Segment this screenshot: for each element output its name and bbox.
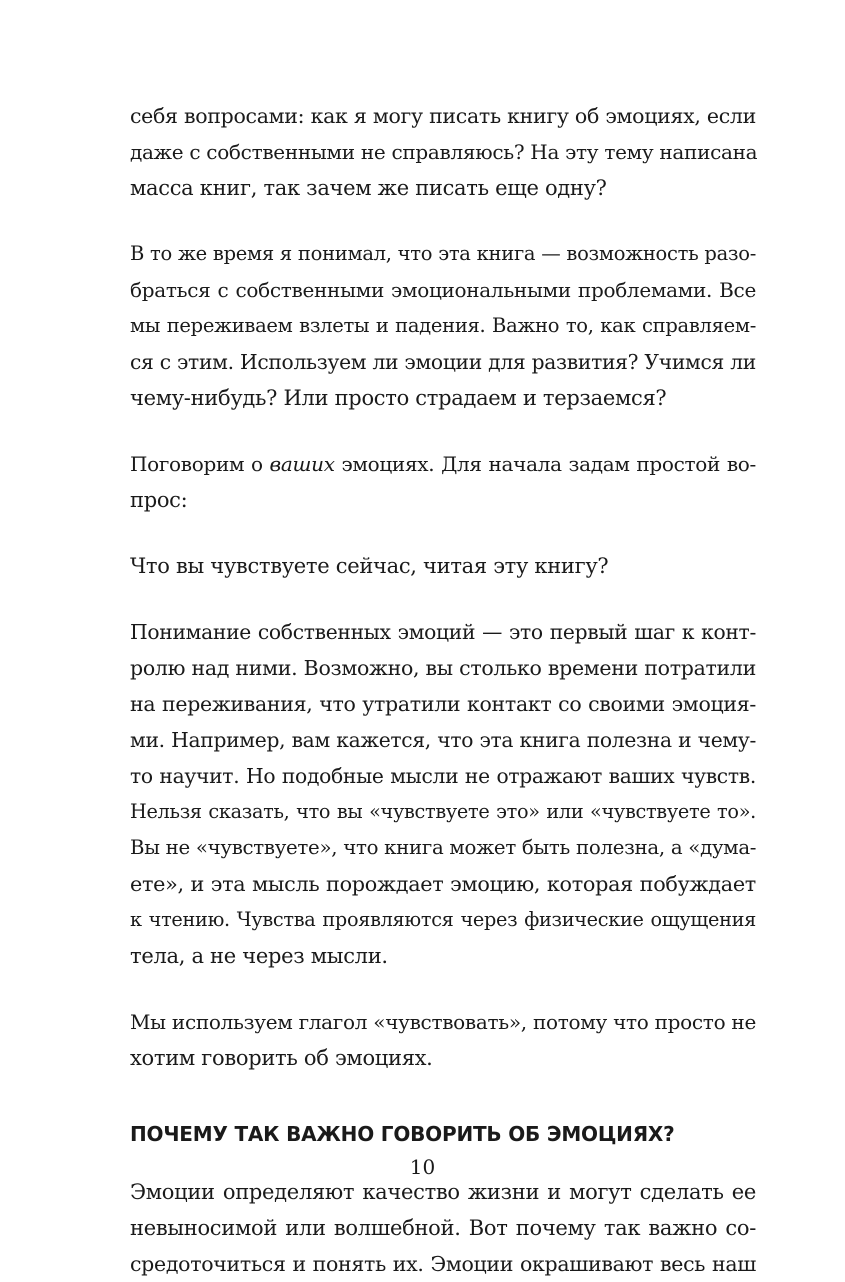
paragraph-6	[130, 1004, 756, 1076]
page-body	[130, 98, 756, 1282]
text-line: Что вы чувствуете сейчас, читая эту книгу?	[130, 554, 609, 578]
text-line: Нельзя сказать, что вы «чувствуете это» или «чувствуете то».	[130, 800, 756, 823]
text-line: ете», и эта мысль порождает эмоцию, которая побуждает	[130, 872, 756, 896]
text-line: ми. Например, вам кажется, что эта книга полезна и чему-	[130, 728, 756, 752]
paragraph-4	[130, 548, 756, 584]
text-segment: эмоциях. Для начала задам простой во-	[334, 452, 756, 476]
text-line	[130, 446, 756, 482]
text-line: Мы используем глагол «чувствовать», потому что просто не	[130, 1010, 756, 1034]
text-line: себя вопросами: как я могу писать книгу об эмоциях, если	[130, 104, 756, 128]
text-line: ся с этим. Используем ли эмоции для развития? Учимся ли	[130, 350, 756, 374]
paragraph-2	[130, 236, 756, 416]
section-heading: ПОЧЕМУ ТАК ВАЖНО ГОВОРИТЬ ОБ ЭМОЦИЯХ?	[130, 1122, 675, 1146]
paragraph-5	[130, 614, 756, 974]
text-line: В то же время я понимал, что эта книга — возможность разо-	[130, 242, 756, 265]
text-line: средоточиться и понять их. Эмоции окрашивают весь наш	[130, 1252, 756, 1276]
text-line: ролю над ними. Возможно, вы столько времени потратили	[130, 656, 756, 680]
text-line: Вы не «чувствуете», что книга может быть полезна, а «дума-	[130, 836, 757, 859]
text-line: хотим говорить об эмоциях.	[130, 1046, 433, 1070]
text-line: масса книг, так зачем же писать еще одну?	[130, 176, 607, 200]
text-line: то научит. Но подобные мысли не отражают ваших чувств.	[130, 764, 756, 788]
text-line: на переживания, что утратили контакт со своими эмоция-	[130, 692, 756, 716]
page-number: 10	[409, 1155, 436, 1179]
text-line: браться с собственными эмоциональными проблемами. Все	[130, 278, 756, 302]
text-line: мы переживаем взлеты и падения. Важно то, как справляем-	[130, 314, 756, 337]
text-segment: Поговорим о	[130, 452, 270, 476]
text-line: даже с собственными не справляюсь? На эту тему написана	[130, 140, 758, 164]
text-line: прос:	[130, 488, 188, 512]
emphasis-word: ваших	[269, 452, 335, 476]
text-line: к чтению. Чувства проявляются через физические ощущения	[130, 908, 756, 931]
text-line: Эмоции определяют качество жизни и могут сделать ее	[130, 1180, 756, 1204]
text-line: тела, а не через мысли.	[130, 944, 388, 968]
text-line: Понимание собственных эмоций — это первый шаг к конт-	[130, 620, 756, 644]
text-line: невыносимой или волшебной. Вот почему так важно со-	[130, 1216, 756, 1240]
section-paragraph	[130, 1174, 756, 1282]
paragraph-1	[130, 98, 756, 206]
text-line: чему-нибудь? Или просто страдаем и терзаемся?	[130, 386, 667, 410]
paragraph-3	[130, 446, 756, 518]
